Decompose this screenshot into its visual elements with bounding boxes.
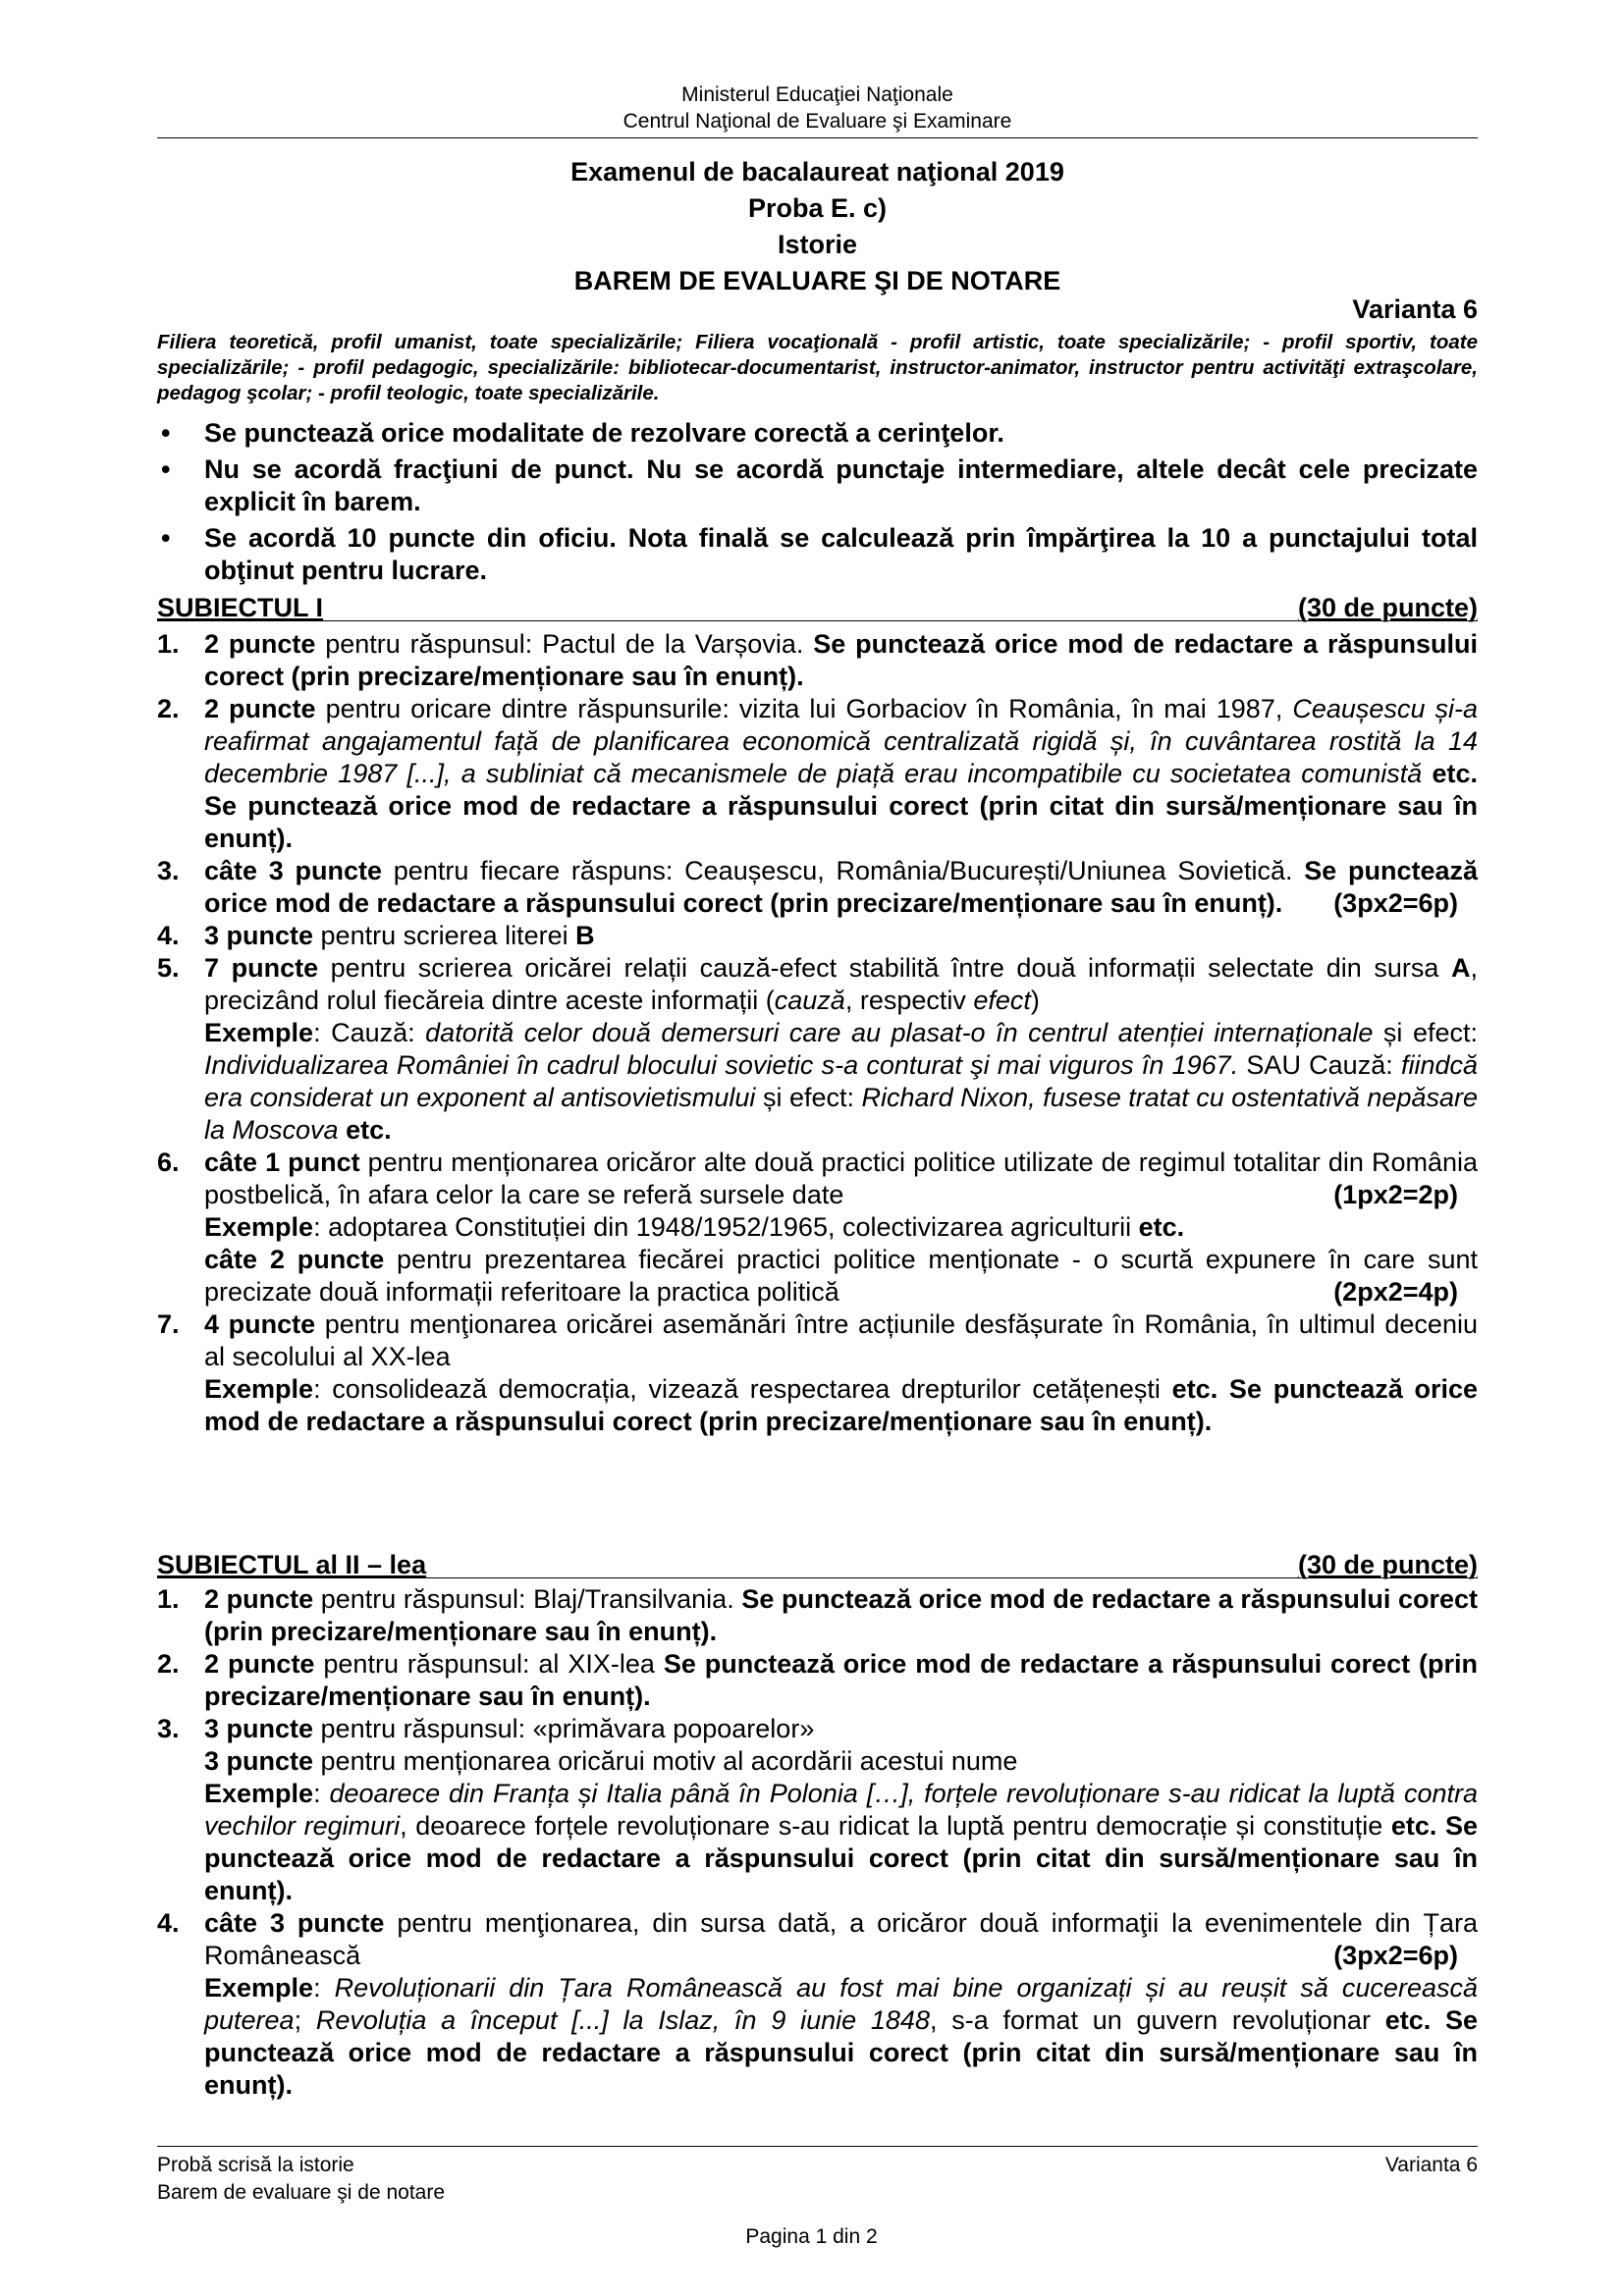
section-1-heading [157,592,1478,625]
title-subject: Istorie [777,230,858,259]
page-number: Pagina 1 din 2 [745,2225,878,2248]
ministry-header: Ministerul Educaţiei Naţionale [681,83,953,106]
bullet-icon: • [161,523,171,553]
footer-probe: Probă scrisă la istorie [157,2154,354,2176]
item-3-points: (3px2=6p) [1333,888,1458,918]
variant-label: Varianta 6 [1352,294,1478,324]
rule-item: • Nu se acordă fracţiuni de punct. Nu se acordă punctaje intermediare, altele decât cele precizate explicit în barem. [161,454,1478,516]
rule-item: • Se punctează orice modalitate de rezolvare corectă a cerinţelor. [161,418,1004,448]
item-2: 2. 2 puncte pentru oricare dintre răspunsurile: vizita lui Gorbaciov în România, în mai 1987, Ceaușescu și-a reafirmat angajamentul față de planificarea economică centralizată rigidă și, în cuvântarea rostită la 14 decembrie 1987 [...], a subliniat că mecanismele de piață erau incompatibile cu societatea comunistă etc. Se punctează orice mod de redactare a răspunsului corect (prin citat din sursă/menționare sau în enunț). [157,694,1478,853]
section-1-items [157,628,1478,1438]
section-1-rule [157,620,1478,621]
footer-left [157,2152,445,2207]
center-header: Centrul Naţional de Evaluare şi Examinare [622,110,1012,133]
title-barem: BAREM DE EVALUARE ŞI DE NOTARE [573,266,1061,295]
item-6-points-a: (1px2=2p) [1333,1180,1458,1209]
rule-item: • Se acordă 10 puncte din oficiu. Nota finală se calculează prin împărţirea la 10 a punctajului total obţinut pentru lucrare. [161,523,1478,585]
general-rules [157,417,1478,591]
bullet-icon: • [161,418,171,448]
section-1-points: (30 de puncte) [1297,593,1478,622]
document-title [157,154,1478,299]
footer-barem: Barem de evaluare şi de notare [157,2181,446,2204]
footer-variant: Varianta 6 [1384,2154,1478,2176]
filiera-text: Filiera teoretică, profil umanist, toate specializările; Filiera vocaţională - profil artistic, toate specializările; - profil sportiv, toate specializările; - profil pedagogic, specializările: bibliotecar-documentarist, instructor-animator, instructor pentru activităţi extraşcolare, pedagog şcolar; - profil teologic, toate specializările. [157,331,1478,404]
section-2-heading [157,1549,1478,1582]
item-6: 6. câte 1 punct pentru menționarea oricăror alte două practici politice utilizate de regimul totalitar din România postbelică, în afara celor la care se referă sursele date (1px2=2p) Exemple: adoptarea Constituției din 1948/1952/1965, colectivizarea agriculturii etc. câte 2 puncte pentru prezentarea fiecărei practici politice menționate - o scurtă expunere în care sunt precizate două informații referitoare la practica politică (2px2=4p) [157,1148,1479,1307]
title-exam: Examenul de bacalaureat naţional 2019 [570,157,1064,187]
item-4: 4. 3 puncte pentru scrierea literei B [157,921,595,950]
section-2-rule [157,1577,1478,1578]
item-6-points-b: (2px2=4p) [1333,1277,1458,1307]
section-1-title: SUBIECTUL I [157,593,324,622]
item-4-points: (3px2=6p) [1333,1941,1458,1970]
item-2: 2. 2 puncte pentru răspunsul: al XIX-lea Se punctează orice mod de redactare a răspunsului corect (prin precizare/menționare sau în enunț). [157,1649,1479,1711]
item-5: 5. 7 puncte pentru scrierea oricărei relații cauză-efect stabilită între două informații selectate din sursa A, precizând rolul fiecăreia dintre aceste informații (cauză, respectiv efect) Exemple: Cauză: datorită celor două demersuri care au plasat-o în centrul atenției internaționale și efect: Individualizarea României în cadrul blocului sovietic s-a conturat şi mai viguros în 1967. SAU Cauză: fiindcă era considerat un exponent al antisovietismului și efect: Richard Nixon, fusese tratat cu ostentativă nepăsare la Moscova etc. [157,953,1479,1145]
item-3: 3. 3 puncte pentru răspunsul: «primăvara popoarelor» 3 puncte pentru menționarea oricărui motiv al acordării acestui nume Exemple: deoarece din Franța și Italia până în Polonia […], forțele revoluționare s-au ridicat la luptă contra vechilor regimuri, deoarece forțele revoluționare s-au ridicat la luptă pentru democrație și constituție etc. Se punctează orice mod de redactare a răspunsului corect (prin citat din sursă/menționare sau în enunț). [157,1714,1478,1905]
section-2-points: (30 de puncte) [1297,1550,1478,1579]
item-1: 1. 2 puncte pentru răspunsul: Pactul de la Varșovia. Se punctează orice mod de redactare a răspunsului corect (prin precizare/menționare sau în enunț). [157,629,1478,691]
item-1: 1. 2 puncte pentru răspunsul: Blaj/Transilvania. Se punctează orice mod de redactare a răspunsului corect (prin precizare/menționare sau în enunț). [157,1584,1479,1646]
footer-divider [157,2146,1478,2147]
section-2-title: SUBIECTUL al II – lea [157,1550,427,1579]
item-7: 7. 4 puncte pentru menţionarea oricărei asemănări între acțiunile desfășurate în România, în ultimul deceniu al secolului al XX-lea Exemple: consolidează democrația, vizează respectarea drepturilor cetățenești etc. Se punctează orice mod de redactare a răspunsului corect (prin precizare/menționare sau în enunț). [157,1309,1479,1436]
header-divider [157,137,1478,138]
section-2-items [157,1583,1478,2102]
bullet-icon: • [161,454,171,484]
item-3: 3. câte 3 puncte pentru fiecare răspuns: Ceaușescu, România/București/Uniunea Sovietică. Se punctează orice mod de redactare a răspunsului corect (prin precizare/menționare sau în enunț). (3px2=6p) [157,856,1479,918]
title-probe: Proba E. c) [747,193,888,223]
item-4: 4. câte 3 puncte pentru menţionarea, din sursa dată, a oricăror două informaţii la evenimentele din Țara Românească (3px2=6p) Exemple: Revoluționarii din Țara Românească au fost mai bine organizați și au reușit să cucerească puterea; Revoluția a început [...] la Islaz, în 9 iunie 1848, s-a format un guvern revoluționar etc. Se punctează orice mod de redactare a răspunsului corect (prin citat din sursă/menționare sau în enunț). [157,1908,1479,2100]
